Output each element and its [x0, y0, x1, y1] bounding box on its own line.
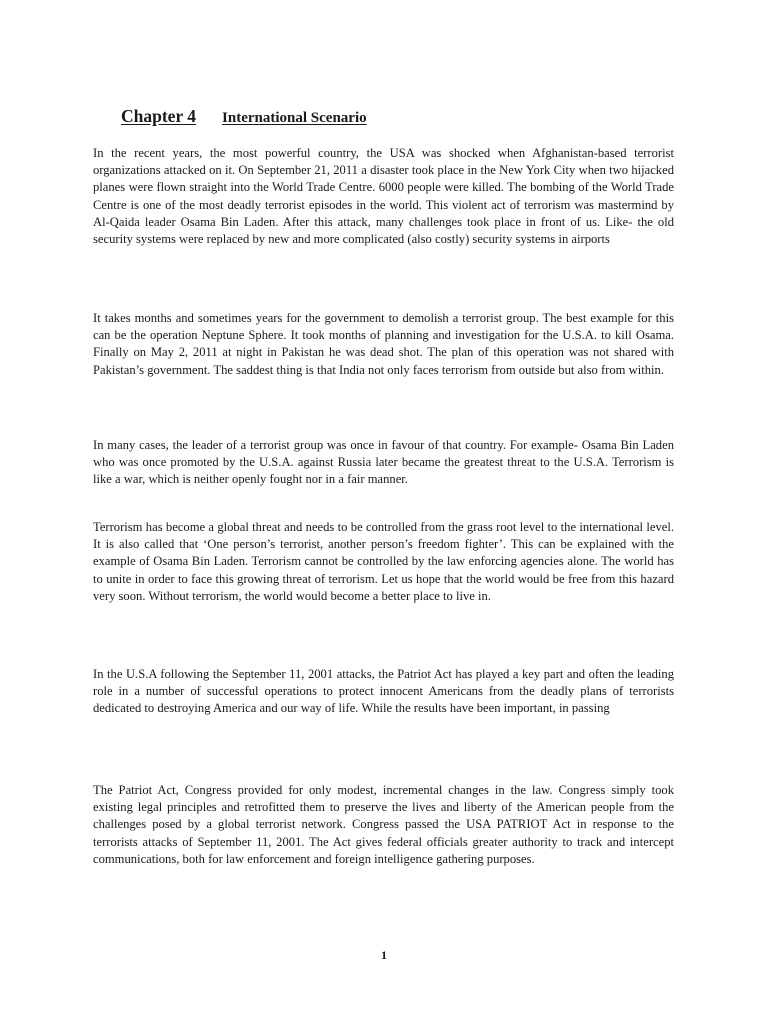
paragraph-6: The Patriot Act, Congress provided for only modest, incremental changes in the law. Congress simply took existing legal principles and retrofitted them to preserve the lives and liberty of the American people from the challenges posed by a global terrorist network. Congress passed the USA PATRIOT Act in response to the terrorists attacks of September 11, 2001. The Act gives federal officials greater authority to track and intercept communications, both for law enforcement and foreign intelligence gathering purposes. — [93, 783, 674, 866]
paragraph-1: In the recent years, the most powerful country, the USA was shocked when Afghanistan-based terrorist organizations attacked on it. On September 21, 2011 a disaster took place in the New York City when two hijacked planes were flown straight into the World Trade Centre. 6000 people were killed. The bombing of the World Trade Centre is one of the most deadly terrorist episodes in the world. This violent act of terrorism was mastermind by Al-Qaida leader Osama Bin Laden. After this attack, many challenges took place in front of us. Like- the old security systems were replaced by new and more complicated (also costly) security systems in airports — [93, 146, 674, 247]
paragraph-5: In the U.S.A following the September 11, 2001 attacks, the Patriot Act has played a key part and often the leading role in a number of successful operations to protect innocent Americans from the deadly plans of terrorists dedicated to destroying America and our way of life. While the results have been important, in passing — [93, 667, 674, 716]
chapter-heading — [121, 106, 367, 127]
chapter-title: International Scenario — [222, 110, 367, 126]
chapter-number: Chapter 4 — [121, 106, 197, 126]
paragraph-2: It takes months and sometimes years for the government to demolish a terrorist group. The best example for this can be the operation Neptune Sphere. It took months of planning and investigation for the U.S.A. to kill Osama. Finally on May 2, 2011 at night in Pakistan he was dead shot. The plan of this operation was not shared with Pakistan’s government. The saddest thing is that India not only faces terrorism from outside but also from within. — [93, 311, 674, 377]
paragraph-3: In many cases, the leader of a terrorist group was once in favour of that country. For example- Osama Bin Laden who was once promoted by the U.S.A. against Russia later became the greatest threat to the U.S.A. Terrorism is like a war, which is neither openly fought nor in a fair manner. — [93, 438, 674, 487]
page-number: 1 — [381, 948, 387, 962]
paragraph-4: Terrorism has become a global threat and needs to be controlled from the grass root level to the international level. It is also called that ‘One person’s terrorist, another person’s freedom fighter’. This can be explained with the example of Osama Bin Laden. Terrorism cannot be controlled by the law enforcing agencies alone. The world has to unite in order to face this growing threat of terrorism. Let us hope that the world would be free from this hazard very soon. Without terrorism, the world would become a better place to live in. — [93, 520, 674, 603]
